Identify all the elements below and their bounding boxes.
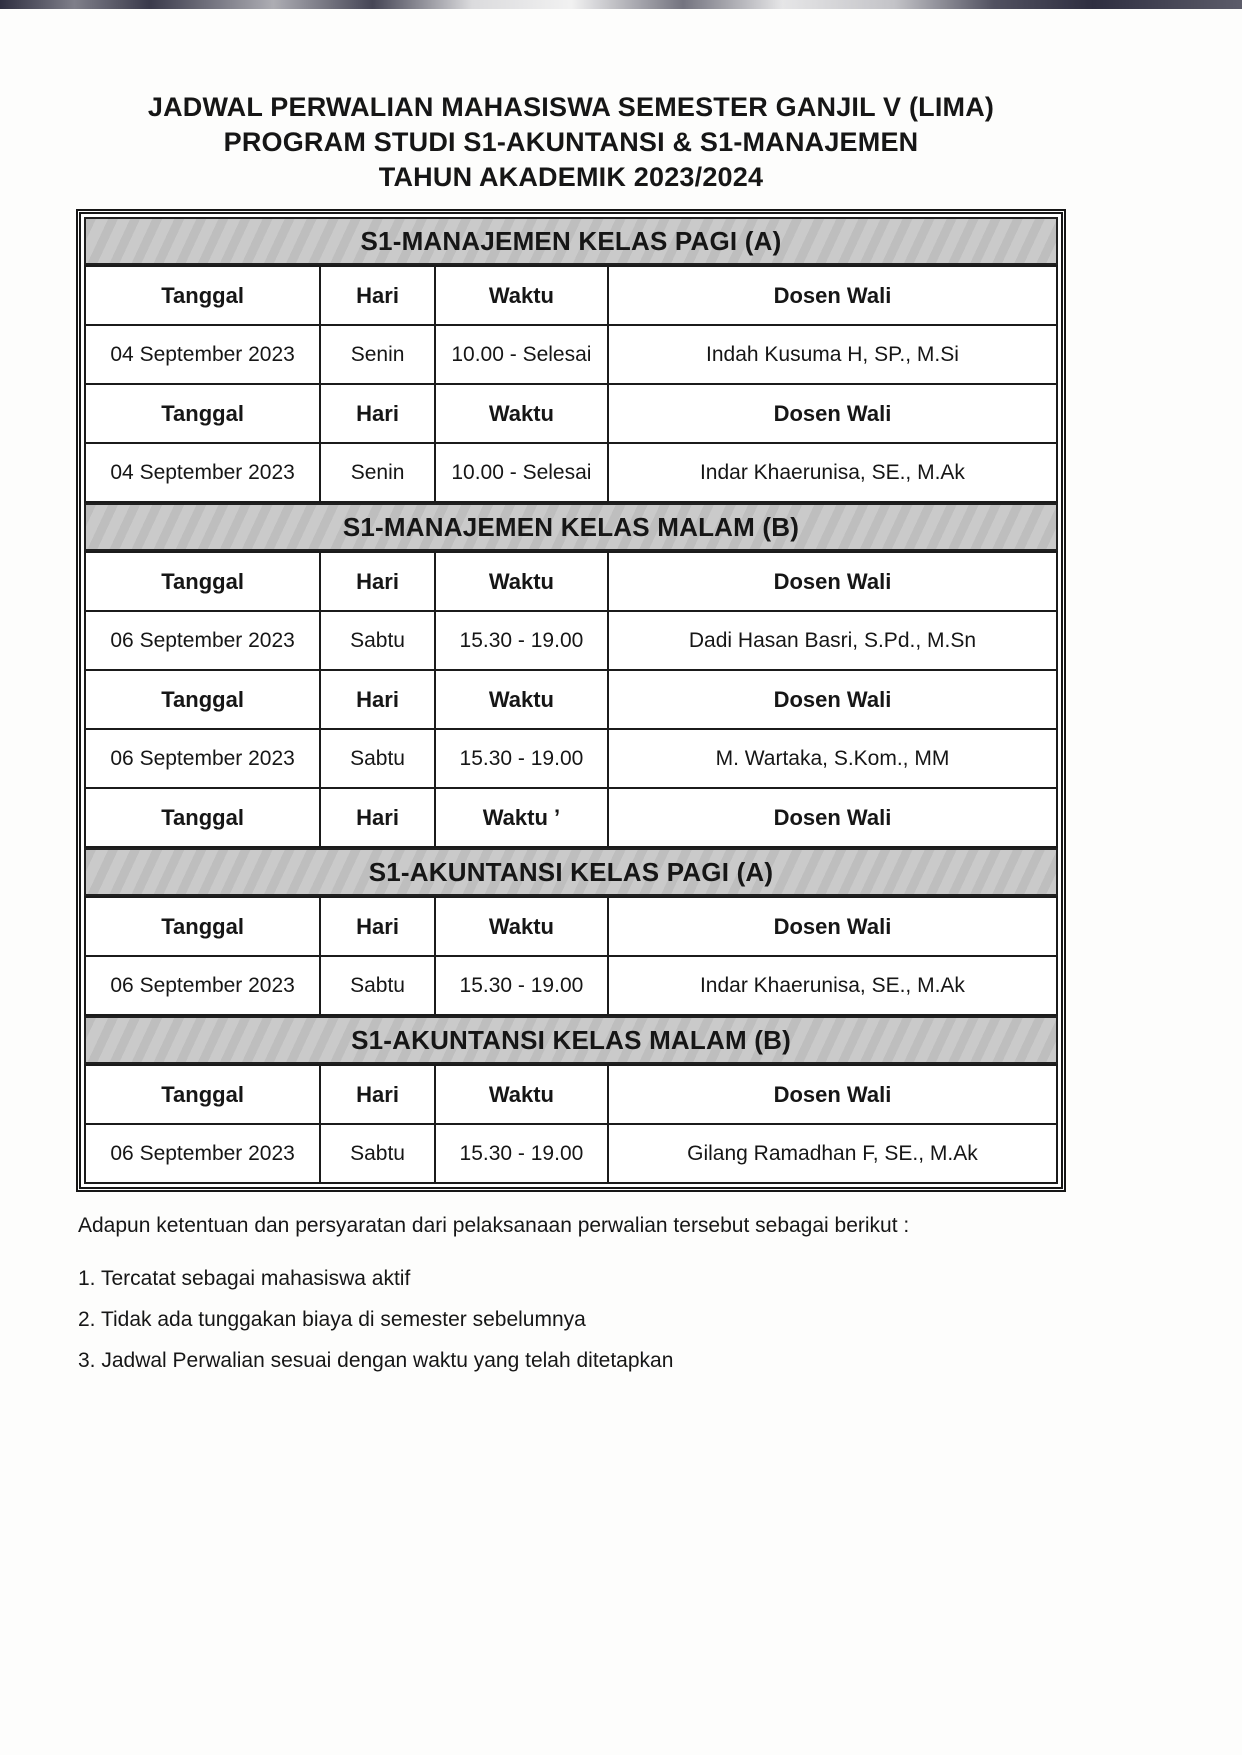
notes-item-2: 2. Tidak ada tunggakan biaya di semester sebelumnya <box>78 1308 586 1331</box>
section-header-akuntansi-pagi-a <box>84 848 1058 896</box>
col-header-hari: Hari <box>320 1065 435 1124</box>
section-grid-manajemen-pagi-a <box>84 265 1058 503</box>
cell-waktu: 10.00 - Selesai <box>435 325 608 384</box>
header-row <box>85 788 1057 847</box>
cell-waktu: 15.30 - 19.00 <box>435 611 608 670</box>
cell-waktu: 15.30 - 19.00 <box>435 729 608 788</box>
col-header-waktu: Waktu <box>435 384 608 443</box>
col-header-waktu: Waktu <box>435 897 608 956</box>
cell-waktu: 10.00 - Selesai <box>435 443 608 502</box>
cell-tanggal: 04 September 2023 <box>85 325 320 384</box>
col-header-dosen-wali: Dosen Wali <box>608 788 1057 847</box>
section-grid-akuntansi-malam-b <box>84 1064 1058 1184</box>
section-title: S1-MANAJEMEN KELAS MALAM (B) <box>342 511 800 542</box>
cell-tanggal: 06 September 2023 <box>85 956 320 1015</box>
scan-artifact-top-edge <box>0 0 1242 9</box>
col-header-dosen-wali: Dosen Wali <box>608 552 1057 611</box>
data-row <box>85 611 1057 670</box>
header-row <box>85 266 1057 325</box>
col-header-dosen-wali: Dosen Wali <box>608 897 1057 956</box>
notes-item-1: 1. Tercatat sebagai mahasiswa aktif <box>78 1267 411 1290</box>
title-line-2: PROGRAM STUDI S1-AKUNTANSI & S1-MANAJEMEN <box>223 127 919 157</box>
title-line-1: JADWAL PERWALIAN MAHASISWA SEMESTER GANJIL V (LIMA) <box>147 92 995 122</box>
cell-dosen-wali: M. Wartaka, S.Kom., MM <box>608 729 1057 788</box>
notes-intro: Adapun ketentuan dan persyaratan dari pelaksanaan perwalian tersebut sebagai berikut : <box>78 1214 910 1237</box>
section-grid-akuntansi-pagi-a <box>84 896 1058 1016</box>
col-header-hari: Hari <box>320 266 435 325</box>
col-header-hari: Hari <box>320 384 435 443</box>
col-header-waktu: Waktu <box>435 670 608 729</box>
col-header-dosen-wali: Dosen Wali <box>608 670 1057 729</box>
header-row <box>85 552 1057 611</box>
header-row <box>85 384 1057 443</box>
cell-dosen-wali: Dadi Hasan Basri, S.Pd., M.Sn <box>608 611 1057 670</box>
col-header-waktu: Waktu <box>435 552 608 611</box>
col-header-hari: Hari <box>320 897 435 956</box>
col-header-waktu: Waktu <box>435 266 608 325</box>
col-header-waktu: Waktu <box>435 1065 608 1124</box>
section-title: S1-MANAJEMEN KELAS PAGI (A) <box>360 225 782 256</box>
document-content <box>76 90 1066 1381</box>
col-header-dosen-wali: Dosen Wali <box>608 266 1057 325</box>
section-title: S1-AKUNTANSI KELAS PAGI (A) <box>368 856 774 887</box>
data-row <box>85 1124 1057 1183</box>
cell-tanggal: 04 September 2023 <box>85 443 320 502</box>
cell-waktu: 15.30 - 19.00 <box>435 1124 608 1183</box>
col-header-dosen-wali: Dosen Wali <box>608 384 1057 443</box>
col-header-tanggal: Tanggal <box>85 384 320 443</box>
col-header-hari: Hari <box>320 788 435 847</box>
header-row <box>85 670 1057 729</box>
header-row <box>85 1065 1057 1124</box>
cell-hari: Sabtu <box>320 1124 435 1183</box>
data-row <box>85 956 1057 1015</box>
section-header-manajemen-malam-b <box>84 503 1058 551</box>
title-line-3: TAHUN AKADEMIK 2023/2024 <box>378 162 764 192</box>
cell-tanggal: 06 September 2023 <box>85 729 320 788</box>
document-title-block <box>76 90 1066 195</box>
col-header-dosen-wali: Dosen Wali <box>608 1065 1057 1124</box>
section-header-manajemen-pagi-a <box>84 217 1058 265</box>
cell-tanggal: 06 September 2023 <box>85 611 320 670</box>
cell-dosen-wali: Indar Khaerunisa, SE., M.Ak <box>608 956 1057 1015</box>
col-header-tanggal: Tanggal <box>85 552 320 611</box>
col-header-tanggal: Tanggal <box>85 1065 320 1124</box>
cell-hari: Senin <box>320 325 435 384</box>
section-grid-manajemen-malam-b <box>84 551 1058 848</box>
col-header-tanggal: Tanggal <box>85 670 320 729</box>
col-header-tanggal: Tanggal <box>85 897 320 956</box>
schedule-table <box>76 209 1066 1192</box>
data-row <box>85 325 1057 384</box>
header-row <box>85 897 1057 956</box>
cell-waktu: 15.30 - 19.00 <box>435 956 608 1015</box>
col-header-hari: Hari <box>320 670 435 729</box>
cell-tanggal: 06 September 2023 <box>85 1124 320 1183</box>
col-header-hari: Hari <box>320 552 435 611</box>
data-row <box>85 443 1057 502</box>
col-header-tanggal: Tanggal <box>85 266 320 325</box>
cell-dosen-wali: Gilang Ramadhan F, SE., M.Ak <box>608 1124 1057 1183</box>
cell-dosen-wali: Indar Khaerunisa, SE., M.Ak <box>608 443 1057 502</box>
cell-hari: Sabtu <box>320 611 435 670</box>
cell-dosen-wali: Indah Kusuma H, SP., M.Si <box>608 325 1057 384</box>
section-title: S1-AKUNTANSI KELAS MALAM (B) <box>351 1024 791 1055</box>
col-header-waktu: Waktu ’ <box>435 788 608 847</box>
cell-hari: Sabtu <box>320 956 435 1015</box>
requirements-notes <box>76 1214 1066 1381</box>
col-header-tanggal: Tanggal <box>85 788 320 847</box>
cell-hari: Senin <box>320 443 435 502</box>
data-row <box>85 729 1057 788</box>
notes-item-3: 3. Jadwal Perwalian sesuai dengan waktu yang telah ditetapkan <box>78 1349 674 1372</box>
section-header-akuntansi-malam-b <box>84 1016 1058 1064</box>
cell-hari: Sabtu <box>320 729 435 788</box>
